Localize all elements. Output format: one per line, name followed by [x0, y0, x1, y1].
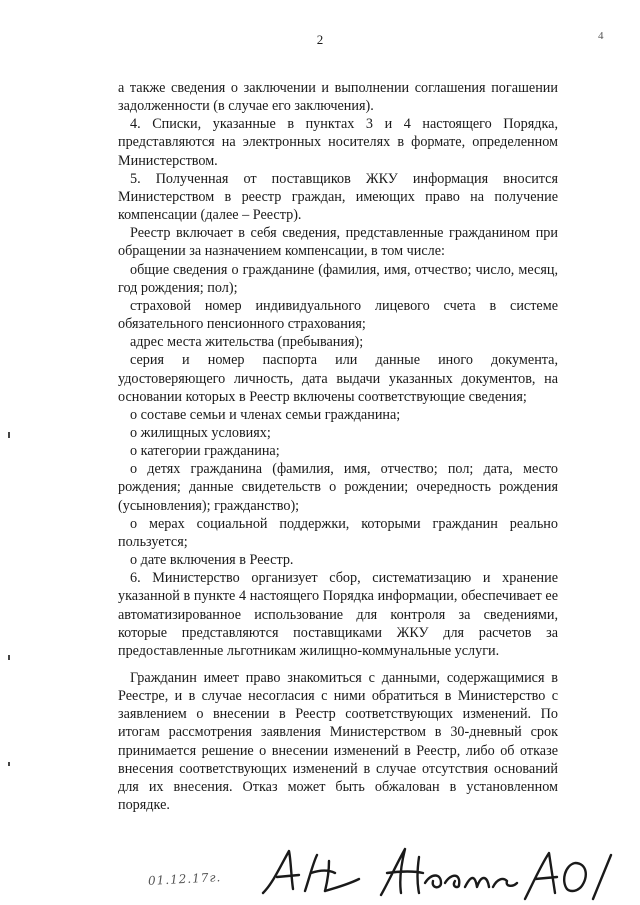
list-item: о дате включения в Реестр. — [130, 552, 294, 569]
list-item: о детях гражданина (фамилия, имя, отчество; пол; дата, место рождения; данные свидетельств о рождении; очередность рождения (усыновления); гражданство); — [118, 461, 558, 514]
list-item: о категории гражданина; — [130, 443, 280, 460]
list-item: о составе семьи и членах семьи гражданина; — [130, 406, 401, 423]
paragraph: Реестр включает в себя сведения, представленные гражданином при обращении за назначением компенсации, в том числе: — [118, 225, 558, 260]
page-number: 2 — [316, 32, 324, 47]
paragraph: 5. Полученная от поставщиков ЖКУ информация вносится Министерством в реестр граждан, имеющих право на получение компенсации (далее – Реестр). — [118, 170, 558, 224]
scan-mark — [8, 655, 10, 660]
handwritten-date: 01.12.17г. — [147, 870, 222, 888]
list-item: о жилищных условиях; — [130, 424, 271, 441]
list-item: о мерах социальной поддержки, которыми гражданин реально пользуется; — [118, 515, 558, 550]
list-item: общие сведения о гражданине (фамилия, имя, отчество; число, месяц, год рождения; пол); — [118, 261, 558, 296]
paragraph: 6. Министерство организует сбор, систематизацию и хранение указанной в пункте 4 настоящего Порядка информации, обеспечивает ее автоматизированное использование для контроля за сведениями, которые представляются поставщиками ЖКУ для расчетов за предоставленные льготникам жилищно-коммунальные услуги. — [118, 570, 558, 659]
paragraph: Гражданин имеет право знакомиться с данными, содержащимися в Реестре, и в случае несогласия с ними обратиться в Министерство с заявлением о внесении в Реестр соответствующих изменений. По итогам рассмотрения заявления Министерством в 30-дневный срок принимается решение о внесении изменений в Реестр, либо об отказе внесения соответствующих изменений в случае отсутствия оснований для их внесения. Отказ может быть обжалован в установленном порядке. — [118, 670, 558, 814]
paragraph: 4. Списки, указанные в пунктах 3 и 4 настоящего Порядка, представляются на электронных носителях в формате, определенном Министерством. — [118, 116, 558, 169]
corner-scan-mark: 4 — [598, 30, 604, 42]
signature-image — [255, 843, 615, 903]
document-body — [118, 79, 558, 814]
list-item: адрес места жительства (пребывания); — [130, 334, 364, 351]
scan-mark — [8, 432, 10, 438]
list-item: страховой номер индивидуального лицевого счета в системе обязательного пенсионного страхования; — [118, 297, 558, 333]
scan-mark — [8, 762, 10, 766]
paragraph: а также сведения о заключении и выполнении соглашения погашении задолженности (в случае его заключения). — [118, 80, 558, 115]
list-item: серия и номер паспорта или данные иного документа, удостоверяющего личность, дата выдачи указанных документов, на основании которых в Реестр включены соответствующие сведения; — [118, 352, 558, 405]
